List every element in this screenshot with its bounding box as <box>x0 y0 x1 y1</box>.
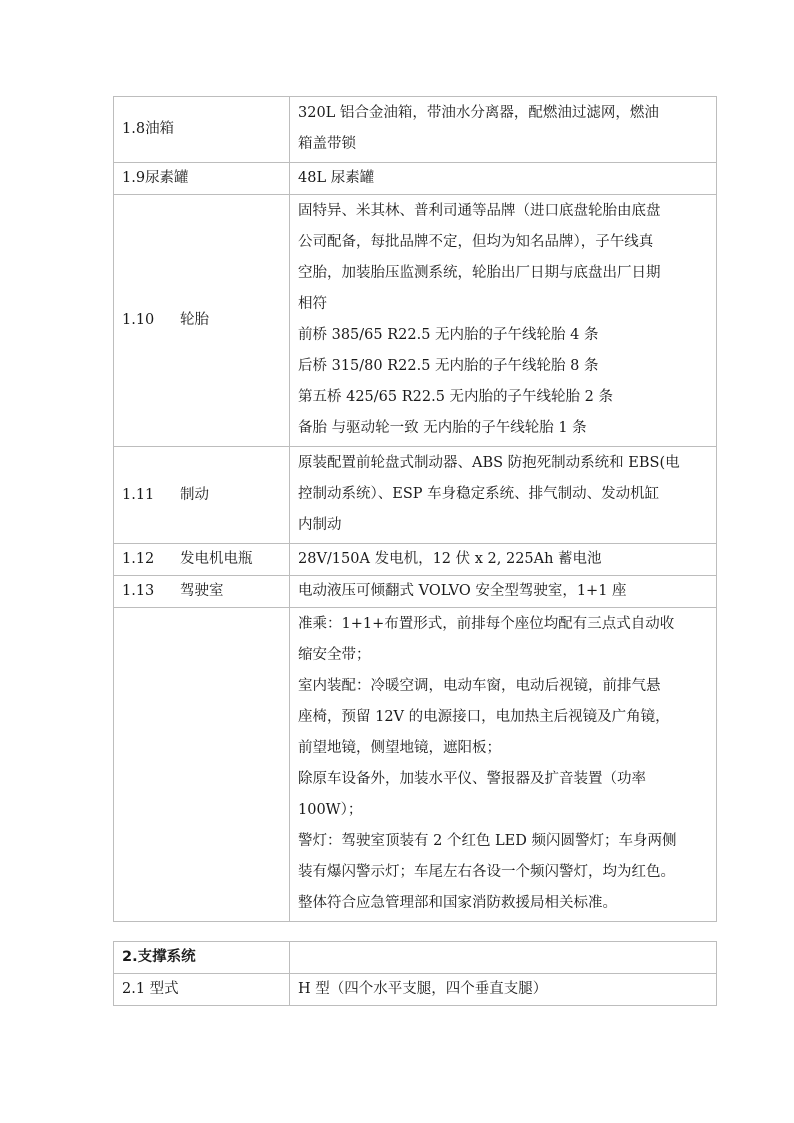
table-row <box>114 163 717 195</box>
row-value-cell <box>290 163 717 195</box>
value-line: 除原车设备外，加装水平仪、警报器及扩音装置（功率 <box>298 771 646 787</box>
value-line: 备胎 与驱动轮一致 无内胎的子午线轮胎 1 条 <box>298 420 587 436</box>
value-line: 320L 铝合金油箱，带油水分离器，配燃油过滤网，燃油 <box>298 105 659 121</box>
value-line: 48L 尿素罐 <box>298 170 375 186</box>
value-line: 装有爆闪警示灯；车尾左右各设一个频闪警灯，均为红色。 <box>298 864 675 880</box>
value-line: 固特异、米其林、普利司通等品牌（进口底盘轮胎由底盘 <box>298 203 661 219</box>
value-line: 电动液压可倾翻式 VOLVO 安全型驾驶室，1+1 座 <box>298 583 627 599</box>
row-label-cell <box>114 195 290 447</box>
value-line: 空胎，加装胎压监测系统，轮胎出厂日期与底盘出厂日期 <box>298 265 661 281</box>
value-line: 箱盖带锁 <box>298 136 356 152</box>
value-line: 整体符合应急管理部和国家消防救援局相关标准。 <box>298 895 617 911</box>
spec-table-vehicle <box>113 96 717 922</box>
value-line: 前望地镜，侧望地镜，遮阳板； <box>298 740 501 756</box>
row-value-cell <box>290 97 717 163</box>
value-line: 前桥 385/65 R22.5 无内胎的子午线轮胎 4 条 <box>298 327 599 343</box>
row-label-cell <box>114 97 290 163</box>
row-value-cell <box>290 576 717 608</box>
row-label-cell <box>114 608 290 922</box>
row-label-cell <box>114 163 290 195</box>
section-header-row <box>114 942 717 974</box>
row-value-cell <box>290 544 717 576</box>
item-label: 轮胎 <box>180 312 209 328</box>
item-number: 1.13 <box>122 583 155 599</box>
table-row <box>114 608 717 922</box>
item-label: 油箱 <box>145 121 175 137</box>
table-row <box>114 447 717 544</box>
row-value-cell <box>290 608 717 922</box>
spec-table-support <box>113 941 717 1006</box>
table-row <box>114 544 717 576</box>
table-row <box>114 576 717 608</box>
row-value-cell: H 型（四个水平支腿，四个垂直支腿） <box>290 974 717 1006</box>
value-line: 警灯：驾驶室顶装有 2 个红色 LED 频闪圆警灯；车身两侧 <box>298 833 677 849</box>
value-line: 缩安全带； <box>298 647 371 663</box>
item-label: 驾驶室 <box>180 583 224 599</box>
value-line: 内制动 <box>298 517 342 533</box>
row-label-cell <box>114 447 290 544</box>
value-line: 座椅，预留 12V 的电源接口，电加热主后视镜及广角镜， <box>298 709 670 725</box>
item-number: 1.8 <box>122 121 146 137</box>
section-header-value <box>290 942 717 974</box>
value-line: 准乘：1+1+布置形式，前排每个座位均配有三点式自动收 <box>298 616 675 632</box>
item-label: 尿素罐 <box>145 170 189 186</box>
item-number: 1.11 <box>122 486 155 503</box>
value-line: 控制动系统）、ESP 车身稳定系统、排气制动、发动机缸 <box>298 486 660 502</box>
value-line: 第五桥 425/65 R22.5 无内胎的子午线轮胎 2 条 <box>298 389 613 405</box>
value-line: 100W）； <box>298 802 363 818</box>
item-number: 1.9 <box>122 170 146 186</box>
row-value-cell <box>290 195 717 447</box>
table-row <box>114 195 717 447</box>
item-number: 1.12 <box>122 551 155 567</box>
section-title: 2.支撑系统 <box>114 942 290 974</box>
item-number: 1.10 <box>122 312 155 328</box>
item-label: 发电机电瓶 <box>180 551 253 567</box>
value-line: 室内装配：冷暖空调，电动车窗，电动后视镜，前排气悬 <box>298 678 661 694</box>
value-line: 28V/150A 发电机，12 伏 x 2, 225Ah 蓄电池 <box>298 551 602 567</box>
table-row <box>114 974 717 1006</box>
value-line: 后桥 315/80 R22.5 无内胎的子午线轮胎 8 条 <box>298 358 599 374</box>
row-value-cell <box>290 447 717 544</box>
item-label: 制动 <box>180 486 209 503</box>
row-label-cell <box>114 544 290 576</box>
value-line: 相符 <box>298 296 327 312</box>
value-line: 公司配备，每批品牌不定，但均为知名品牌），子午线真 <box>298 234 654 250</box>
row-label-cell <box>114 576 290 608</box>
value-line: 原装配置前轮盘式制动器、ABS 防抱死制动系统和 EBS(电 <box>298 455 680 471</box>
table-row <box>114 97 717 163</box>
row-label-cell: 2.1 型式 <box>114 974 290 1006</box>
